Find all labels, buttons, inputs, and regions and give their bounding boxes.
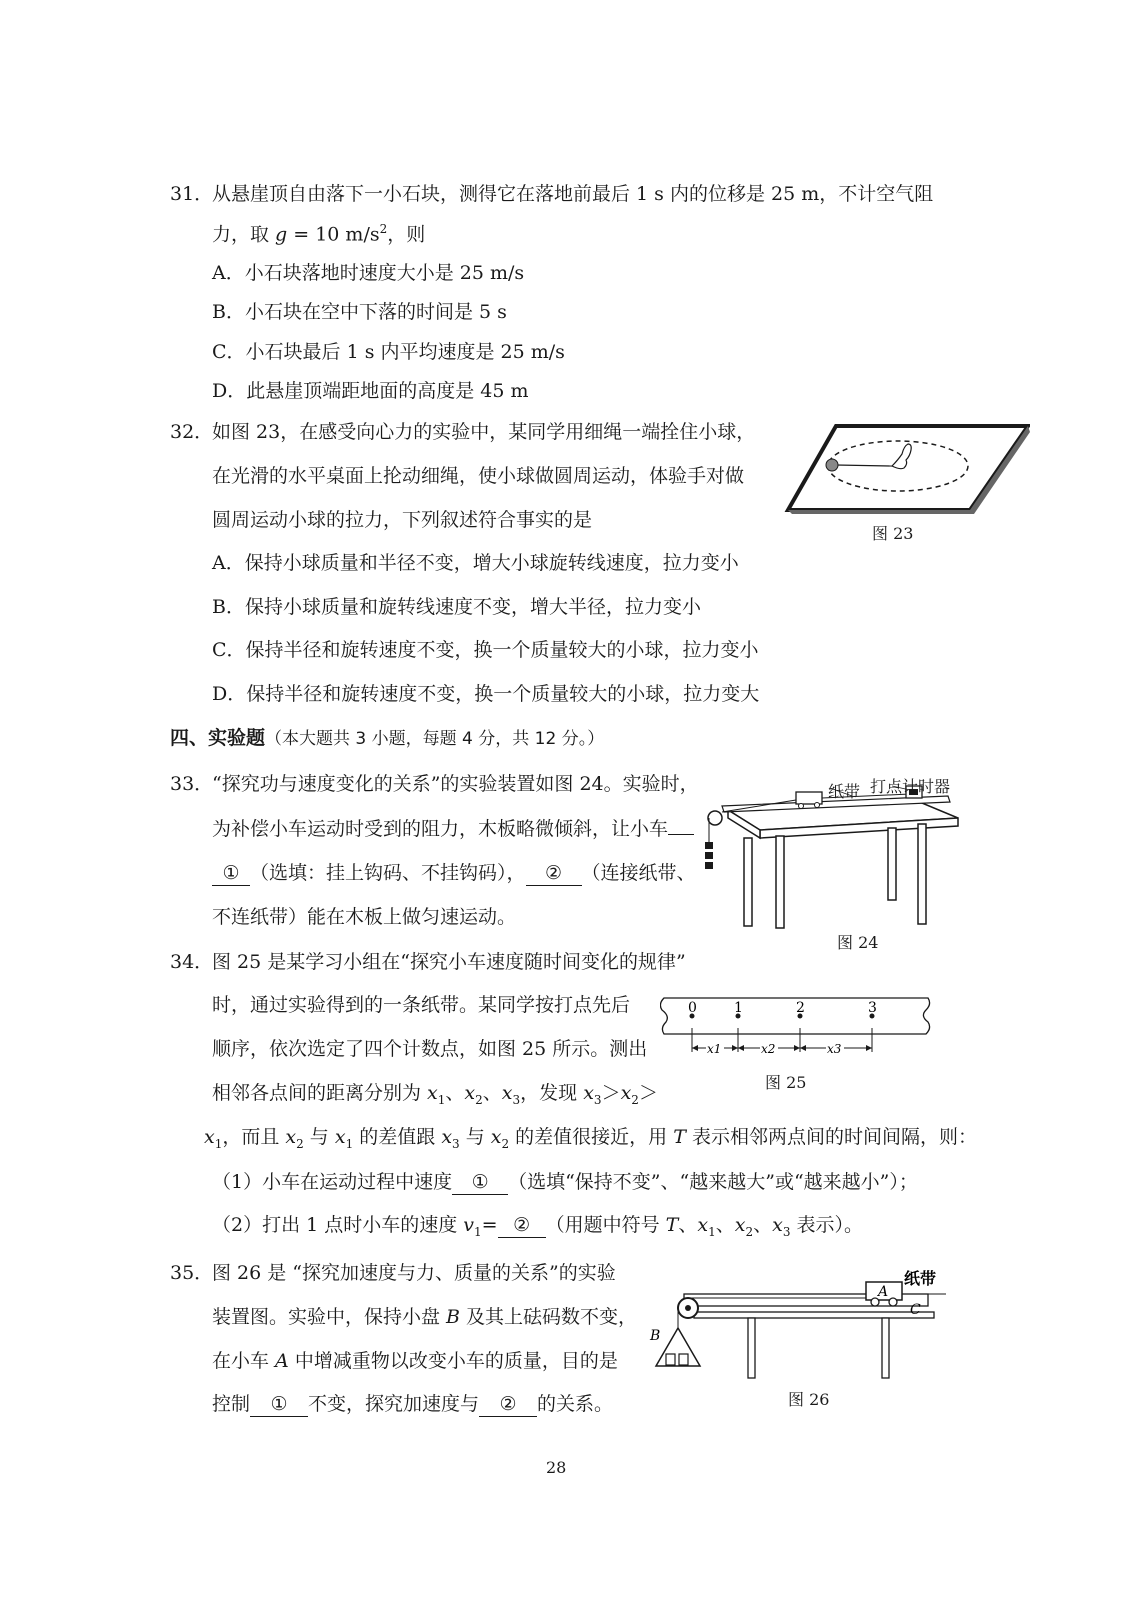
- q32-option-c: C．保持半径和旋转速度不变，换一个质量较大的小球，拉力变小: [212, 639, 759, 661]
- q32-option-a: A．保持小球质量和半径不变，增大小球旋转线速度，拉力变小: [212, 552, 739, 574]
- q32-stem-line2: 在光滑的水平桌面上抡动细绳，使小球做圆周运动，体验手对做: [212, 465, 745, 487]
- q35-blank-2: ②: [479, 1393, 537, 1417]
- figure-23-circular-motion: [780, 418, 1030, 518]
- point-label: 0: [688, 1000, 697, 1016]
- weight: [666, 1354, 675, 1365]
- q32-stem-line3: 圆周运动小球的拉力，下列叙述符合事实的是: [212, 509, 593, 531]
- q34-line5: $x_1$，而且 $x_2$ 与 $x_1$ 的差值跟 $x_3$ 与 $x_2$ 的差值很接近，用 T 表示相邻两点间的时间间隔，则：: [204, 1126, 977, 1151]
- cart: [796, 792, 822, 804]
- q31-option-c: C．小石块最后 1 s 内平均速度是 25 m/s: [212, 341, 565, 363]
- table-leg: [744, 838, 752, 926]
- table-leg: [918, 824, 926, 924]
- q33-number: 33．: [170, 773, 214, 795]
- table-leg: [748, 1318, 755, 1378]
- q31-number: 31．: [170, 183, 214, 205]
- q34-line1: 图 25 是某学习小组在“探究小车速度随时间变化的规律”: [212, 951, 686, 973]
- table-surface: [788, 426, 1028, 510]
- q31-option-d: D．此悬崖顶端距地面的高度是 45 m: [212, 380, 529, 402]
- figure-23-caption: 图 23: [872, 524, 914, 543]
- q34-blank-1: ①: [452, 1171, 508, 1195]
- q34-number: 34．: [170, 951, 214, 973]
- point-label: 2: [796, 1000, 805, 1016]
- table-top: [694, 1312, 934, 1318]
- q31-stem-line1: 从悬崖顶自由落下一小石块，测得它在落地前最后 1 s 内的位移是 25 m，不计空气阻: [212, 183, 934, 205]
- q32-option-d: D．保持半径和旋转速度不变，换一个质量较大的小球，拉力变大: [212, 683, 760, 705]
- q34-part2: （2）打出 1 点时小车的速度 $v_1=$ ② （用题中符号 T、$x_1$、$x_2$、$x_3$ 表示）。: [212, 1214, 863, 1239]
- segment-label: x3: [827, 1042, 842, 1056]
- hook-weight: [705, 852, 713, 859]
- q32-number: 32．: [170, 421, 214, 443]
- hook-weight: [705, 842, 713, 849]
- point-label: 1: [734, 1000, 743, 1016]
- q33-blank-2: ②: [526, 862, 582, 886]
- segment-label: x1: [707, 1042, 722, 1056]
- segment-label: x2: [761, 1042, 776, 1056]
- q33-line2: 为补偿小车运动时受到的阻力，木板略微倾斜，让小车: [212, 818, 694, 841]
- q34-line3: 顺序，依次选定了四个计数点，如图 25 所示。测出: [212, 1038, 648, 1060]
- tray-b: [656, 1328, 700, 1366]
- q33-line1: “探究功与速度变化的关系”的实验装置如图 24。实验时，: [212, 773, 699, 795]
- table-leg: [882, 1318, 889, 1378]
- q34-line2: 时，通过实验得到的一条纸带。某同学按打点先后: [212, 994, 631, 1016]
- q34-blank-2: ②: [498, 1214, 546, 1238]
- label-b: B: [650, 1328, 661, 1344]
- q35-blank-1: ①: [250, 1393, 308, 1417]
- section-heading: 四、实验题（本大题共 3 小题，每题 4 分，共 12 分。）: [170, 727, 605, 749]
- q35-line3: 在小车 A 中增减重物以改变小车的质量，目的是: [212, 1350, 618, 1372]
- q35-line1: 图 26 是 “探究加速度与力、质量的关系”的实验: [212, 1262, 616, 1284]
- figure-26-caption: 图 26: [788, 1390, 830, 1409]
- label-paper-tape: 纸带: [904, 1269, 937, 1288]
- table-leg: [888, 828, 896, 900]
- q35-line4: 控制 ① 不变，探究加速度与 ② 的关系。: [212, 1393, 614, 1415]
- label-paper-tape: 纸带: [828, 782, 861, 801]
- q33-blank-1: ①: [212, 862, 250, 886]
- table-leg: [776, 836, 784, 928]
- label-c: C: [910, 1302, 921, 1318]
- q33-line3: ① （选填：挂上钩码、不挂钩码）， ② （连接纸带、: [212, 862, 696, 886]
- point-label: 3: [868, 1000, 877, 1016]
- q31-option-b: B．小石块在空中下落的时间是 5 s: [212, 301, 507, 323]
- weight: [679, 1354, 688, 1365]
- q34-part1: （1）小车在运动过程中速度 ① （选填“保持不变”、“越来越大”或“越来越小”）；: [212, 1171, 918, 1193]
- q31-option-a: A．小石块落地时速度大小是 25 m/s: [212, 262, 525, 284]
- label-timer: 打点计时器: [870, 777, 951, 796]
- figure-24-caption: 图 24: [837, 933, 879, 952]
- ball: [826, 459, 838, 471]
- q34-line4: 相邻各点间的距离分别为 $x_1$、$x_2$、$x_3$，发现 $x_3>x_2>$: [212, 1082, 658, 1107]
- figure-26-apparatus: [648, 1268, 948, 1384]
- q35-number: 35．: [170, 1262, 214, 1284]
- pulley: [708, 811, 722, 825]
- figure-25-paper-tape: [660, 992, 932, 1066]
- q31-stem-line2: 力，取 g = 10 $m/s^2$，则: [212, 222, 426, 246]
- q35-line2: 装置图。实验中，保持小盘 B 及其上砝码数不变，: [212, 1306, 638, 1328]
- q33-line4: 不连纸带）能在木板上做匀速运动。: [212, 906, 517, 928]
- tape-strip: [660, 998, 929, 1034]
- label-a: A: [878, 1284, 889, 1300]
- q32-stem-line1: 如图 23，在感受向心力的实验中，某同学用细绳一端拴住小球，: [212, 421, 756, 443]
- page-number: 28: [546, 1458, 567, 1477]
- hook-weight: [705, 862, 713, 869]
- q32-option-b: B．保持小球质量和旋转线速度不变，增大半径，拉力变小: [212, 596, 701, 618]
- figure-25-caption: 图 25: [765, 1073, 807, 1092]
